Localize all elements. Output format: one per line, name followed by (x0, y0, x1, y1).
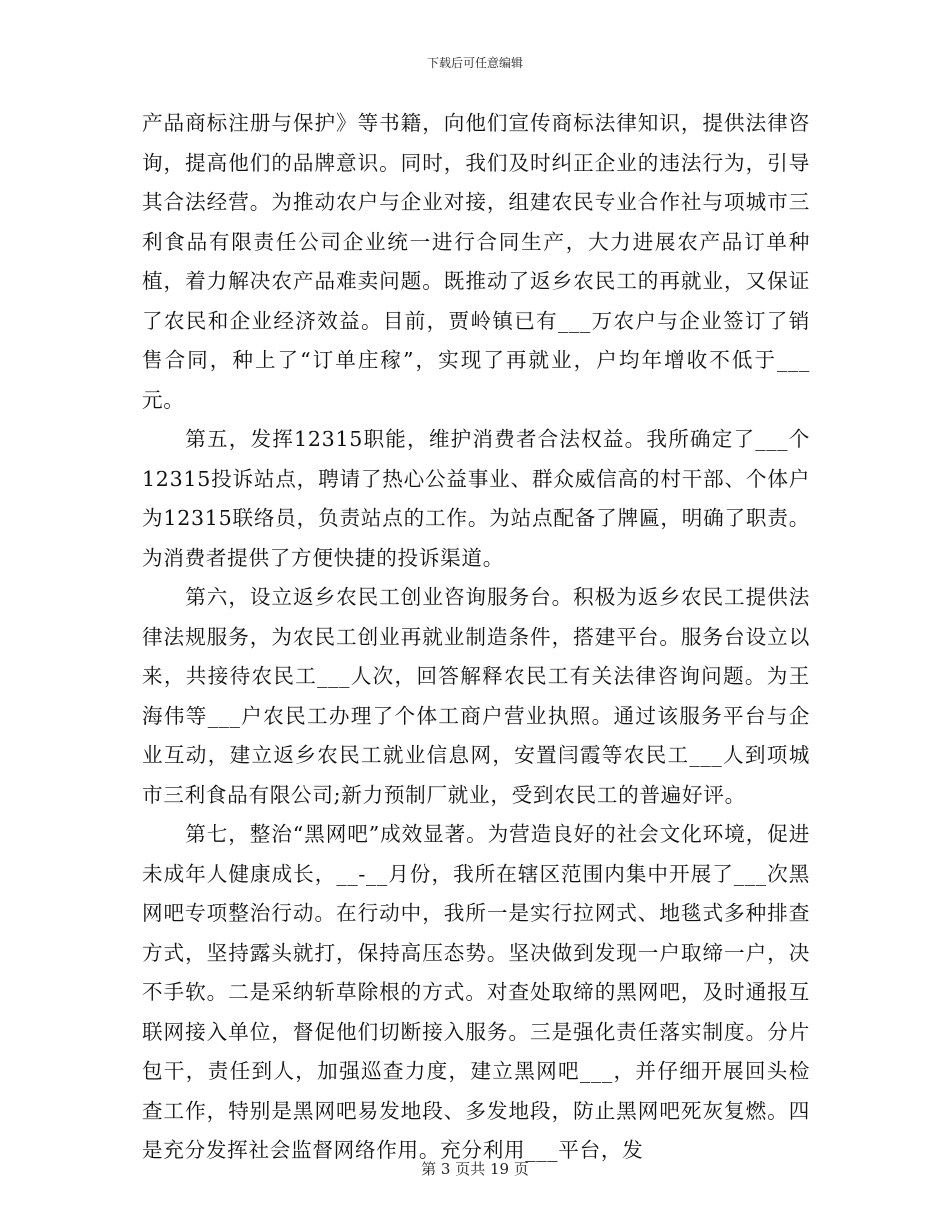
paragraph-4: 第七，整治“黑网吧”成效显著。为营造良好的社会文化环境，促进未成年人健康成长，__-__月份，我所在辖区范围内集中开展了___次黑网吧专项整治行动。在行动中，我所一是实行拉网式、地毯式多种排查方式，坚持露头就打，保持高压态势。坚决做到发现一户取缔一户，决不手软。二是采纳斩草除根的方式。对查处取缔的黑网吧，及时通报互联网接入单位，督促他们切断接入服务。三是强化责任落实制度。分片包干，责任到人，加强巡查力度，建立黑网吧___，并仔细开展回头检查工作，特别是黑网吧易发地段、多发地段，防止黑网吧死灰复燃。四是充分发挥社会监督网络作用。充分利用___平台，发 (142, 822, 810, 1162)
page-number: 第 3 页共 19 页 (421, 1160, 529, 1178)
paragraph-2: 第五，发挥12315职能，维护消费者合法权益。我所确定了___个12315投诉站点，聘请了热心公益事业、群众威信高的村干部、个体户为12315联络员，负责站点的工作。为站点配备了牌匾，明确了职责。为消费者提供了方便快捷的投诉渠道。 (142, 427, 810, 570)
document-body (142, 104, 810, 1171)
paragraph-3: 第六，设立返乡农民工创业咨询服务台。积极为返乡农民工提供法律法规服务，为农民工创业再就业制造条件，搭建平台。服务台设立以来，共接待农民工___人次，回答解释农民工有关法律咨询问题。为王海伟等___户农民工办理了个体工商户营业执照。通过该服务平台与企业互动，建立返乡农民工就业信息网，安置闫霞等农民工___人到项城市三利食品有限公司;新力预制厂就业，受到农民工的普遍好评。 (142, 585, 810, 807)
paragraph-1: 产品商标注册与保护》等书籍，向他们宣传商标法律知识，提供法律咨询，提高他们的品牌意识。同时，我们及时纠正企业的违法行为，引导其合法经营。为推动农户与企业对接，组建农民专业合作社与项城市三利食品有限责任公司企业统一进行合同生产，大力进展农产品订单种植，着力解决农产品难卖问题。既推动了返乡农民工的再就业，又保证了农民和企业经济效益。目前，贾岭镇已有___万农户与企业签订了销售合同，种上了“订单庄稼”，实现了再就业，户均年增收不低于___元。 (142, 111, 810, 412)
page-header: 下载后可任意编辑 (426, 56, 523, 70)
